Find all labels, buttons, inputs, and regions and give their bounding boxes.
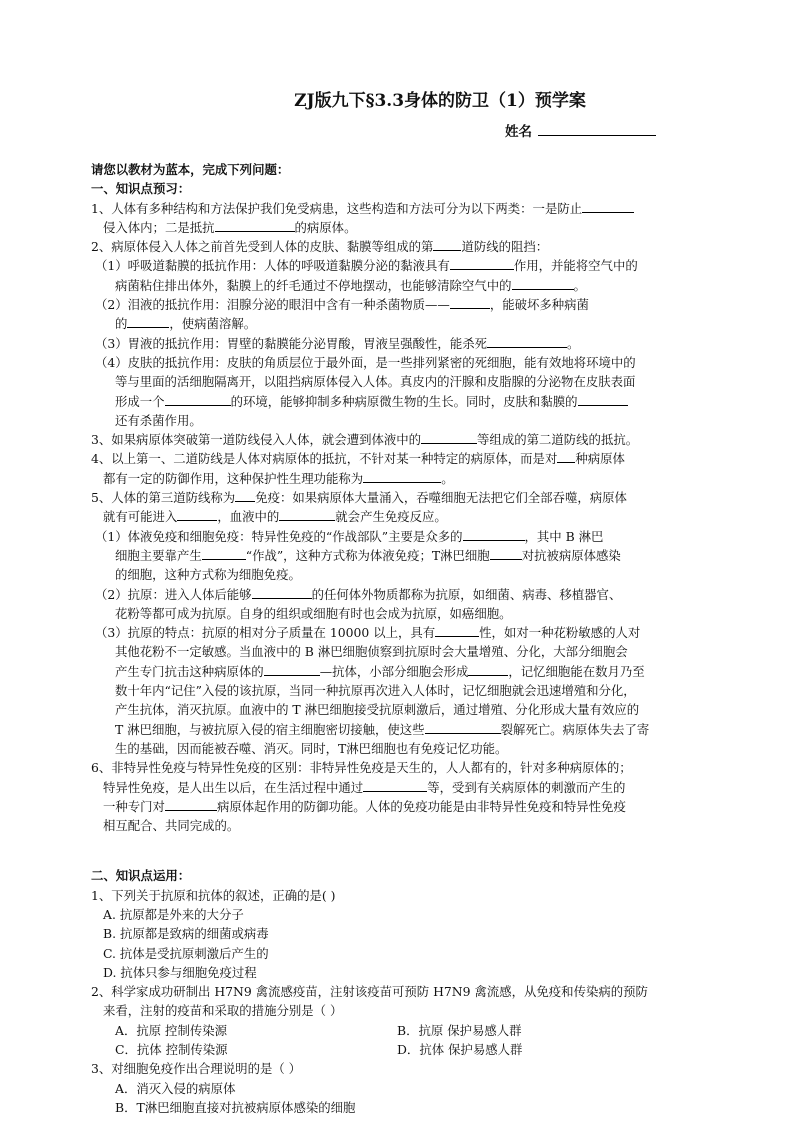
q6-line-3: 一种专门对 病原体起作用的防御功能。人体的免疫功能是由非特异性免疫和特异性免疫 xyxy=(103,798,626,814)
exercise-2-option-b: B．抗原 保护易感人群 xyxy=(397,1022,522,1038)
q5-3-line-1: （3）抗原的特点：抗原的相对分子质量在 10000 以上，具有 性，如对一种花粉敏感的人对 xyxy=(95,625,641,641)
blank[interactable] xyxy=(425,721,501,734)
blank[interactable] xyxy=(578,393,628,406)
q2-line-1: 2、病原体侵入人体之前首先受到人体的皮肤、黏膜等组成的第 道防线的阻挡： xyxy=(91,239,549,255)
exercise-1-option-c: C. 抗体是受抗原刺激后产生的 xyxy=(103,945,269,961)
blank[interactable] xyxy=(421,431,477,444)
name-label: 姓名 xyxy=(505,124,532,140)
blank[interactable] xyxy=(215,219,295,232)
exercise-1-option-d: D. 抗体只参与细胞免疫过程 xyxy=(103,964,257,980)
section-gap xyxy=(91,835,707,866)
q5-1-line-2: 细胞主要靠产生 “作战”，这种方式称为体液免疫；T淋巴细胞 对抗被病原体感染 xyxy=(115,547,621,563)
name-blank[interactable] xyxy=(538,123,656,136)
blank[interactable] xyxy=(252,586,312,599)
blank[interactable] xyxy=(468,663,508,676)
exercise-1-option-b: B. 抗原都是致病的细菌或病毒 xyxy=(103,926,269,942)
blank[interactable] xyxy=(279,508,335,521)
worksheet-body xyxy=(91,160,707,1117)
blank[interactable] xyxy=(264,663,320,676)
blank[interactable] xyxy=(582,200,634,213)
section-heading-application: 二、知识点运用： xyxy=(91,868,191,884)
blank[interactable] xyxy=(512,277,574,290)
blank[interactable] xyxy=(487,335,567,348)
blank[interactable] xyxy=(557,450,575,463)
blank[interactable] xyxy=(435,624,479,637)
q4-line-1: 4、以上第一、二道防线是人体对病原体的抵抗，不针对某一种特定的病原体，而是对 种病原体 xyxy=(91,451,625,467)
section-heading-preview: 一、知识点预习： xyxy=(91,181,191,197)
exercise-1-option-a: A. 抗原都是外来的大分子 xyxy=(103,906,244,922)
blank[interactable] xyxy=(490,547,522,560)
q6-line-1: 6、非特异性免疫与特异性免疫的区别：非特异性免疫是天生的，人人都有的，针对多种病原体的； xyxy=(91,760,632,776)
q5-3-line-2: 其他花粉不一定敏感。当血液中的 B 淋巴细胞侦察到抗原时会大量增殖、分化，大部分细胞会 xyxy=(115,644,628,660)
exercise-1-stem: 1、下列关于抗原和抗体的叙述，正确的是( ) xyxy=(91,887,336,903)
q5-3-line-4: 数十年内“记住”入侵的该抗原，当同一种抗原再次进入人体时，记忆细胞就会迅速增殖和分化， xyxy=(115,683,636,699)
q4-line-2: 都有一定的防御作用，这种保护性生理功能称为 。 xyxy=(103,470,454,486)
blank[interactable] xyxy=(165,798,217,811)
q6-line-4: 相互配合、共同完成的。 xyxy=(103,818,240,834)
q2-2-line-2: 的 ，使病菌溶解。 xyxy=(115,316,257,332)
q5-line-2: 就有可能进入 ，血液中的 就会产生免疫反应。 xyxy=(103,509,447,525)
exercise-3-option-a: A．消灭入侵的病原体 xyxy=(115,1080,236,1096)
q5-2-line-1: （2）抗原：进入人体后能够 的任何体外物质都称为抗原，如细菌、病毒、移植器官、 xyxy=(95,586,622,602)
q6-line-2: 特异性免疫，是人出生以后，在生活过程中通过 等，受到有关病原体的刺激而产生的 xyxy=(103,779,626,795)
blank[interactable] xyxy=(463,528,525,541)
q2-1-line-1: （1）呼吸道黏膜的抵抗作用：人体的呼吸道黏膜分泌的黏液具有 作用，并能将空气中的 xyxy=(95,258,638,274)
page-title: ZJ版九下§3.3身体的防卫（1）预学案 xyxy=(294,91,586,111)
blank[interactable] xyxy=(165,393,231,406)
blank[interactable] xyxy=(450,296,490,309)
q2-3-line-1: （3）胃液的抵抗作用：胃壁的黏膜能分泌胃酸，胃液呈强酸性，能杀死 。 xyxy=(95,335,580,351)
q2-2-line-1: （2）泪液的抵抗作用：泪腺分泌的眼泪中含有一种杀菌物质—— ，能破坏多种病菌 xyxy=(95,297,589,313)
exercise-3-option-b: B．T淋巴细胞直接对抗被病原体感染的细胞 xyxy=(115,1099,356,1115)
blank[interactable] xyxy=(433,238,461,251)
exercise-2-options-row-2 xyxy=(91,1040,707,1059)
q2-4-line-2: 等与里面的活细胞隔离开，以阻挡病原体侵入人体。真皮内的汗腺和皮脂腺的分泌物在皮肤表面 xyxy=(115,374,636,390)
q1-line-1: 1、人体有多种结构和方法保护我们免受病患，这些构造和方法可分为以下两类：一是防止 xyxy=(91,199,707,218)
instruction: 请您以教材为蓝本，完成下列问题： xyxy=(91,162,290,177)
blank[interactable] xyxy=(363,779,427,792)
q2-4-line-3: 形成一个 的环境，能够抑制多种病原微生物的生长。同时，皮肤和黏膜的 xyxy=(91,392,707,411)
q5-3-line-3: 产生专门抗击这种病原体的 —抗体，小部分细胞会形成 ，记忆细胞能在数月乃至 xyxy=(115,663,645,679)
q5-2-line-2: 花粉等都可成为抗原。自身的组织或细胞有时也会成为抗原，如癌细胞。 xyxy=(115,605,512,621)
q2-1-line-2: 病菌粘住排出体外，黏膜上的纤毛通过不停地摆动，也能够清除空气中的 。 xyxy=(115,277,586,293)
exercise-2-stem-1: 2、科学家成功研制出 H7N9 禽流感疫苗，注射该疫苗可预防 H7N9 禽流感，从免疫和传染病的预防 xyxy=(91,984,648,1000)
q2-4-line-1: （4）皮肤的抵抗作用：皮肤的角质层位于最外面，是一些排列紧密的死细胞，能有效地将环境中的 xyxy=(95,354,636,370)
exercise-2-option-d: D．抗体 保护易感人群 xyxy=(397,1042,523,1058)
q1-line-2: 侵入体内；二是抵抗 的病原体。 xyxy=(103,219,357,235)
q5-1-line-3: 的细胞，这种方式称为细胞免疫。 xyxy=(115,567,301,583)
exercise-3-stem: 3、对细胞免疫作出合理说明的是（ ） xyxy=(91,1061,302,1077)
exercise-2-stem-2: 来看，注射的疫苗和采取的措施分别是（ ） xyxy=(103,1003,343,1019)
q5-1-line-1: （1）体液免疫和细胞免疫：特异性免疫的“作战部队”主要是众多的 ，其中 B 淋巴 xyxy=(95,528,604,544)
blank[interactable] xyxy=(450,257,514,270)
q2-4-line-4: 还有杀菌作用。 xyxy=(115,412,202,428)
exercise-2-option-a: A．抗原 控制传染源 xyxy=(115,1022,228,1038)
q5-3-line-7: 生的基础，因而能被吞噬、消灭。同时，T淋巴细胞也有免疫记忆功能。 xyxy=(115,740,508,756)
q3-line-1: 3、如果病原体突破第一道防线侵入人体，就会遭到体液中的 等组成的第二道防线的抵抗。 xyxy=(91,432,639,448)
exercise-2-option-c: C．抗体 控制传染源 xyxy=(115,1042,228,1058)
blank[interactable] xyxy=(177,508,217,521)
blank[interactable] xyxy=(127,315,169,328)
name-field xyxy=(505,120,656,140)
q5-3-line-6: T 淋巴细胞，与被抗原入侵的宿主细胞密切接触，使这些 裂解死亡。病原体失去了寄 xyxy=(115,721,650,737)
blank[interactable] xyxy=(202,547,246,560)
exercise-2-options-row-1 xyxy=(91,1021,707,1040)
blank[interactable] xyxy=(363,470,441,483)
blank[interactable] xyxy=(235,489,255,502)
q5-line-1: 5、人体的第三道防线称为 免疫：如果病原体大量涌入，吞噬细胞无法把它们全部吞噬，病原体 xyxy=(91,490,627,506)
q5-3-line-5: 产生抗体，消灭抗原。血液中的 T 淋巴细胞接受抗原刺激后，通过增殖、分化形成大量有效应的 xyxy=(115,702,640,718)
